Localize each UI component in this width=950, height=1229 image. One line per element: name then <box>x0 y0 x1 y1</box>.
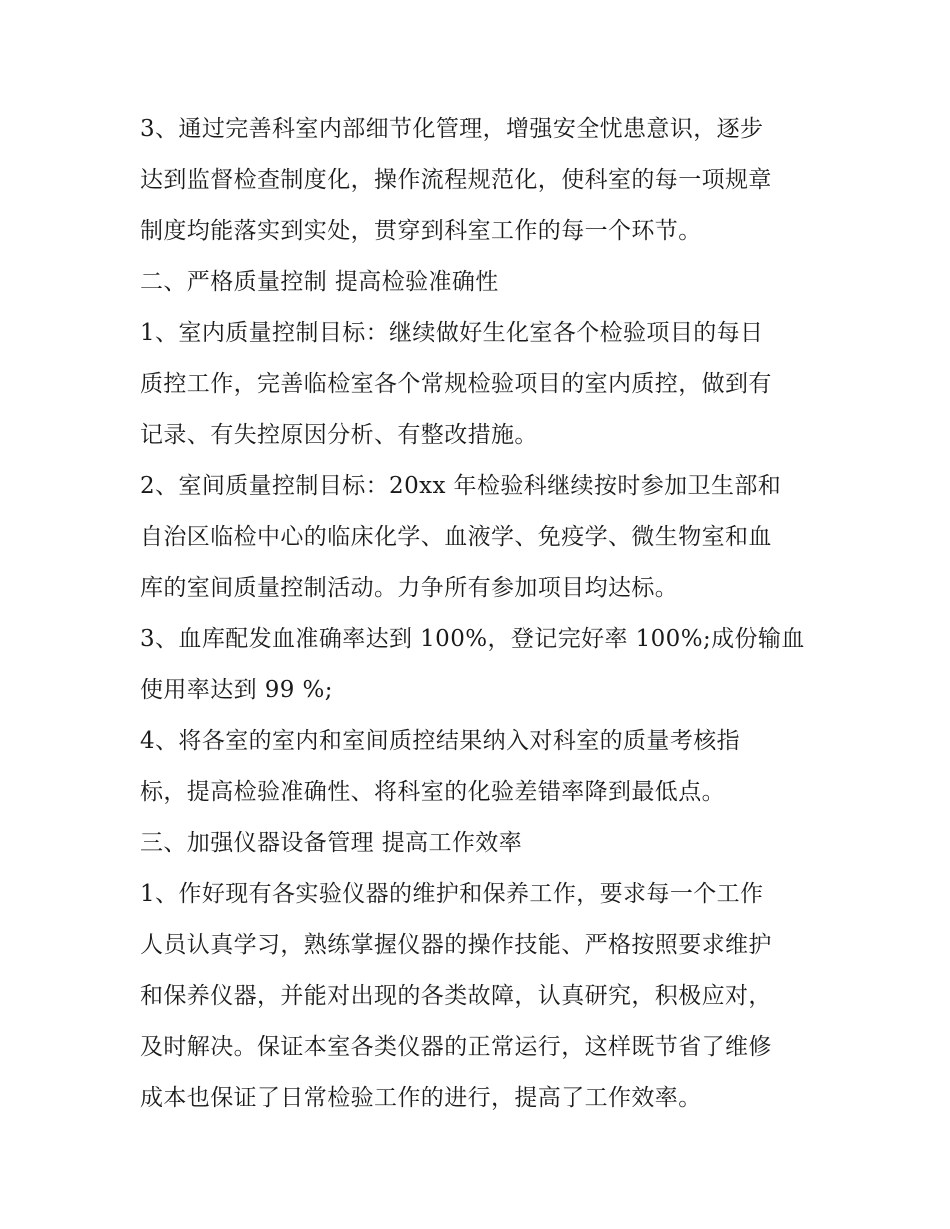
text-line: 质控工作，完善临检室各个常规检验项目的室内质控，做到有 <box>140 371 772 397</box>
text-line: 标，提高检验准确性、将科室的化验差错率降到最低点。 <box>140 779 725 805</box>
text-line: 及时解决。保证本室各类仪器的正常运行，这样既节省了维修 <box>140 1034 772 1060</box>
text-line: 3、通过完善科室内部细节化管理，增强安全忧患意识，逐步 <box>140 116 764 142</box>
text-line: 成本也保证了日常检验工作的进行，提高了工作效率。 <box>140 1085 702 1111</box>
text-line: 和保养仪器，并能对出现的各类故障，认真研究，积极应对， <box>140 983 772 1009</box>
text-line: 制度均能落实到实处，贯穿到科室工作的每一个环节。 <box>140 218 702 244</box>
text-line: 2、室间质量控制目标：20xx 年检验科继续按时参加卫生部和 <box>140 473 782 499</box>
text-line: 1、作好现有各实验仪器的维护和保养工作，要求每一个工作 <box>140 881 764 907</box>
text-line: 记录、有失控原因分析、有整改措施。 <box>140 422 538 448</box>
section-heading: 二、严格质量控制 提高检验准确性 <box>140 269 499 295</box>
section-heading: 三、加强仪器设备管理 提高工作效率 <box>140 830 523 856</box>
text-line: 使用率达到 99 %; <box>140 677 333 703</box>
text-line: 达到监督检查制度化，操作流程规范化，使科室的每一项规章 <box>140 167 772 193</box>
text-line: 自治区临检中心的临床化学、血液学、免疫学、微生物室和血 <box>140 524 772 550</box>
text-line: 人员认真学习，熟练掌握仪器的操作技能、严格按照要求维护 <box>140 932 772 958</box>
text-line: 3、血库配发血准确率达到 100%，登记完好率 100%;成份输血 <box>140 626 805 652</box>
text-line: 库的室间质量控制活动。力争所有参加项目均达标。 <box>140 575 679 601</box>
document-body <box>140 104 820 1124</box>
text-line: 4、将各室的室内和室间质控结果纳入对科室的质量考核指 <box>140 728 741 754</box>
text-line: 1、室内质量控制目标：继续做好生化室各个检验项目的每日 <box>140 320 764 346</box>
